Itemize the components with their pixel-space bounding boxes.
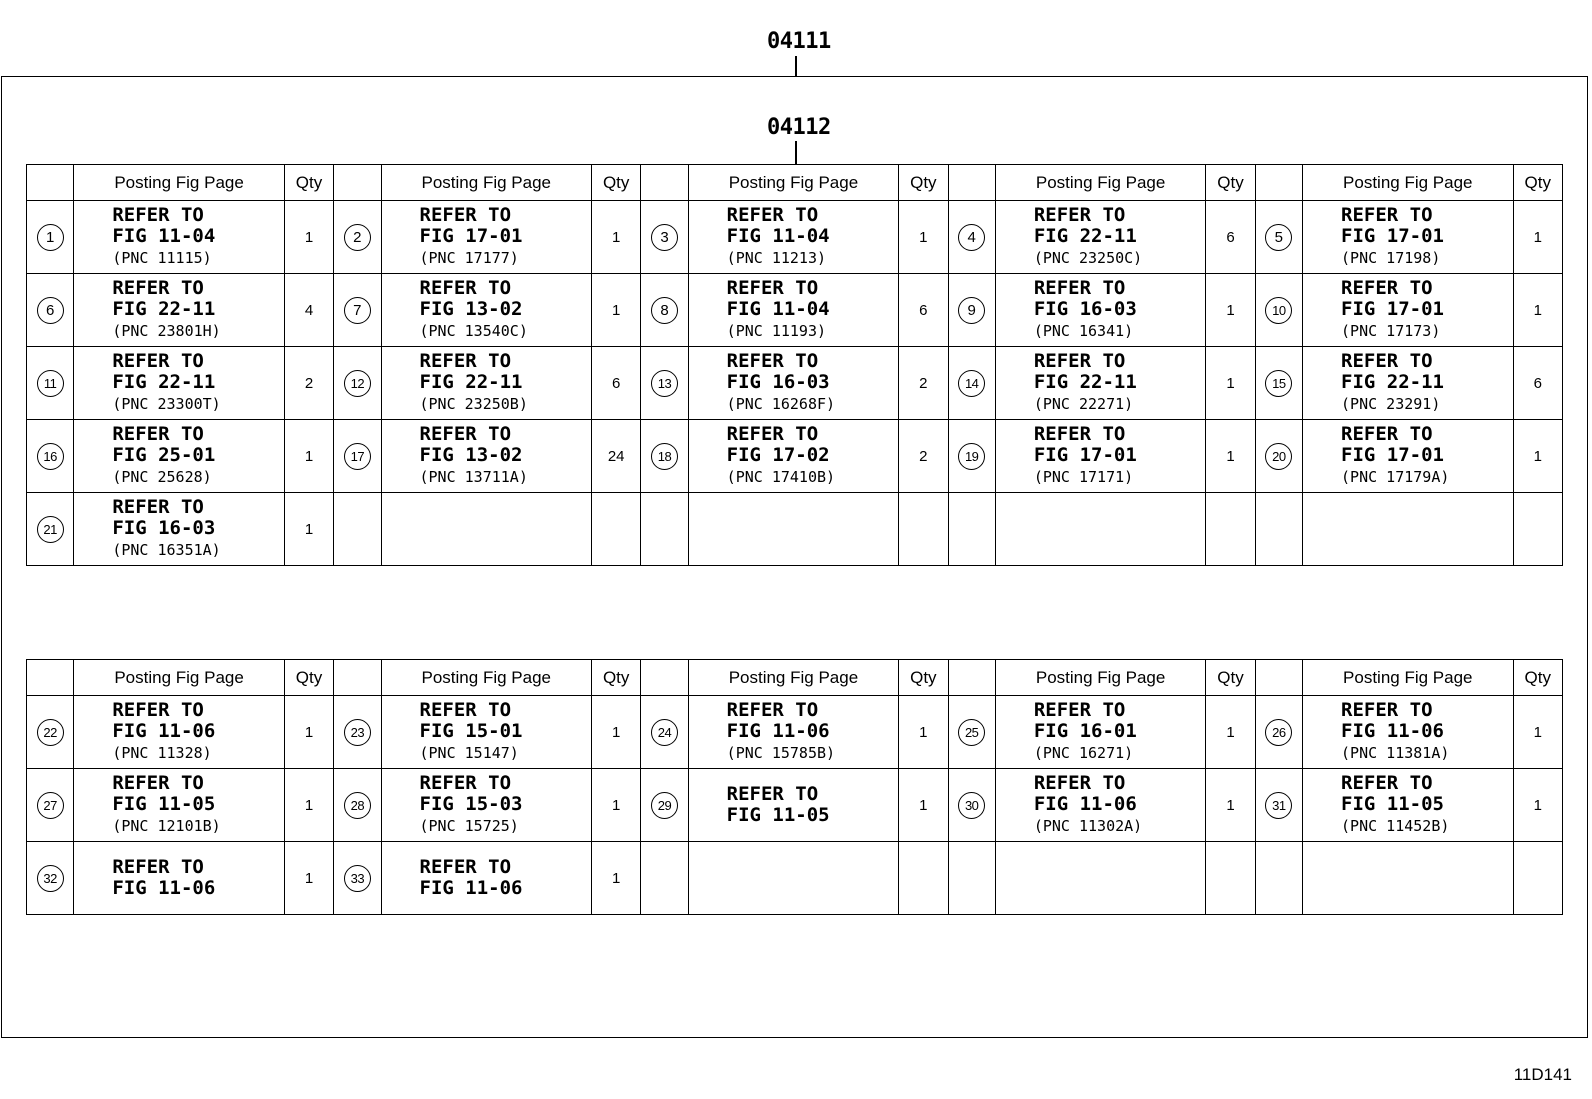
qty-cell: 1 [1206,274,1255,347]
refer-to-text: REFER TO [1033,277,1126,299]
qty-cell: 2 [284,347,333,420]
fig-reference: FIG 11-06 [726,720,830,742]
item-number-cell [27,842,74,915]
table-row [27,842,1563,915]
refer-to-text: REFER TO [112,496,204,518]
refer-to-text: REFER TO [1341,699,1433,721]
posting-fig-page-header: Posting Fig Page [74,165,285,201]
pnc-reference: (PNC 16341) [1033,322,1134,340]
table-row [27,696,1563,769]
posting-fig-page-cell [74,769,285,842]
pnc-reference: (PNC 11328) [112,744,212,762]
item-number-badge: 31 [1265,792,1292,819]
fig-reference: FIG 15-03 [419,793,523,815]
qty-cell: 2 [899,420,948,493]
qty-cell: 1 [284,769,333,842]
item-number-cell [948,347,995,420]
pnc-reference: (PNC 13540C) [419,322,528,340]
posting-fig-page-cell [74,696,285,769]
index-header [27,165,74,201]
refer-to-text: REFER TO [1341,772,1433,794]
pnc-reference: (PNC 11115) [112,249,212,267]
fig-reference: FIG 11-04 [726,225,830,247]
posting-fig-page-cell [688,493,899,566]
item-number-cell [641,696,688,769]
qty-cell: 6 [1513,347,1562,420]
item-number-cell [1255,493,1302,566]
qty-cell [1513,842,1562,915]
qty-cell: 1 [1513,696,1562,769]
posting-fig-page-cell [1303,769,1514,842]
qty-cell: 1 [284,842,333,915]
table-row [27,493,1563,566]
qty-header: Qty [592,165,641,201]
qty-cell [1206,493,1255,566]
item-number-badge: 30 [958,792,985,819]
posting-fig-page-cell [1303,347,1514,420]
qty-header: Qty [1206,165,1255,201]
fig-reference: FIG 17-01 [419,225,523,247]
qty-cell: 1 [592,769,641,842]
item-number-cell [334,696,381,769]
posting-fig-page-cell [381,420,592,493]
pnc-reference: (PNC 11302A) [1033,817,1143,835]
qty-header: Qty [1513,660,1562,696]
posting-fig-page-cell [688,420,899,493]
item-number-cell [1255,420,1302,493]
qty-cell: 1 [1206,696,1255,769]
pnc-reference: (PNC 11452B) [1341,817,1450,835]
qty-cell: 1 [592,201,641,274]
qty-cell: 6 [1206,201,1255,274]
sub-assembly-leader-line [795,141,797,165]
qty-cell: 1 [899,201,948,274]
refer-to-text: REFER TO [1341,277,1433,299]
refer-to-text: REFER TO [112,277,204,299]
parts-table-1 [26,164,1563,566]
refer-to-text: REFER TO [1033,772,1126,794]
posting-fig-page-cell [688,201,899,274]
refer-to-text: REFER TO [1033,699,1126,721]
qty-cell: 4 [284,274,333,347]
posting-fig-page-header: Posting Fig Page [1303,660,1514,696]
posting-fig-page-cell [995,493,1206,566]
refer-to-text: REFER TO [726,783,819,805]
item-number-cell [334,420,381,493]
refer-to-text: REFER TO [726,277,819,299]
item-number-cell [948,696,995,769]
fig-reference: FIG 11-05 [112,793,216,815]
posting-fig-page-cell [995,696,1206,769]
fig-reference: FIG 17-01 [1341,444,1444,466]
item-number-badge: 16 [37,443,64,470]
item-number-badge: 21 [37,516,64,543]
posting-fig-page-cell [74,274,285,347]
fig-reference: FIG 16-03 [1033,298,1137,320]
index-header [641,660,688,696]
item-number-cell [334,274,381,347]
pnc-reference: (PNC 16351A) [112,541,221,559]
table-row [27,201,1563,274]
posting-fig-page-cell [381,347,592,420]
qty-cell [1513,493,1562,566]
item-number-badge: 6 [37,297,64,324]
qty-header: Qty [1206,660,1255,696]
posting-fig-page-header: Posting Fig Page [74,660,285,696]
assembly-leader-line [795,56,797,77]
posting-fig-page-cell [381,769,592,842]
refer-to-text: REFER TO [1341,204,1433,226]
item-number-cell [334,201,381,274]
item-number-badge: 2 [344,224,371,251]
fig-reference: FIG 17-01 [1341,225,1444,247]
refer-to-text: REFER TO [419,699,512,721]
pnc-reference: (PNC 23291) [1341,395,1441,413]
refer-to-text: REFER TO [1341,423,1433,445]
posting-fig-page-cell [995,842,1206,915]
qty-header: Qty [284,660,333,696]
refer-to-text: REFER TO [112,772,204,794]
index-header [1255,660,1302,696]
item-number-badge: 32 [37,865,64,892]
fig-reference: FIG 22-11 [1341,371,1444,393]
fig-reference: FIG 16-03 [726,371,830,393]
fig-reference: FIG 11-06 [1033,793,1137,815]
pnc-reference: (PNC 15785B) [726,744,836,762]
fig-reference: FIG 11-06 [112,720,216,742]
posting-fig-page-cell [688,842,899,915]
pnc-reference: (PNC 15147) [419,744,519,762]
item-number-cell [27,201,74,274]
item-number-cell [27,769,74,842]
posting-fig-page-cell [1303,274,1514,347]
posting-fig-page-cell [381,274,592,347]
posting-fig-page-cell [1303,493,1514,566]
refer-to-text: REFER TO [1033,423,1126,445]
table-row [27,420,1563,493]
posting-fig-page-header: Posting Fig Page [381,660,592,696]
fig-reference: FIG 13-02 [419,444,523,466]
pnc-reference: (PNC 17410B) [726,468,836,486]
table-row [27,347,1563,420]
pnc-reference: (PNC 23250C) [1033,249,1143,267]
qty-cell [592,493,641,566]
pnc-reference: (PNC 22271) [1033,395,1134,413]
fig-reference: FIG 22-11 [112,371,216,393]
posting-fig-page-cell [995,274,1206,347]
fig-reference: FIG 22-11 [112,298,216,320]
qty-cell: 6 [592,347,641,420]
qty-header: Qty [899,165,948,201]
pnc-reference: (PNC 17179A) [1341,468,1450,486]
assembly-label: 04111 [767,29,831,54]
item-number-cell [27,493,74,566]
qty-cell: 2 [899,347,948,420]
item-number-badge: 14 [958,370,985,397]
item-number-badge: 8 [651,297,678,324]
posting-fig-page-cell [688,696,899,769]
index-header [334,660,381,696]
pnc-reference: (PNC 17173) [1341,322,1441,340]
pnc-reference: (PNC 11381A) [1341,744,1450,762]
item-number-cell [641,347,688,420]
qty-cell: 1 [284,696,333,769]
qty-cell: 1 [592,274,641,347]
posting-fig-page-cell [74,201,285,274]
item-number-badge: 24 [651,719,678,746]
qty-cell: 1 [284,420,333,493]
fig-reference: FIG 22-11 [1033,371,1137,393]
fig-reference: FIG 22-11 [1033,225,1137,247]
index-header [334,165,381,201]
refer-to-text: REFER TO [419,204,512,226]
qty-cell [899,493,948,566]
item-number-cell [1255,274,1302,347]
item-number-cell [27,696,74,769]
item-number-cell [27,347,74,420]
refer-to-text: REFER TO [419,856,512,878]
item-number-cell [1255,347,1302,420]
fig-reference: FIG 16-03 [112,517,216,539]
posting-fig-page-header: Posting Fig Page [381,165,592,201]
posting-fig-page-cell [381,842,592,915]
item-number-cell [948,493,995,566]
qty-header: Qty [592,660,641,696]
posting-fig-page-cell [1303,696,1514,769]
item-number-badge: 7 [344,297,371,324]
item-number-badge: 29 [651,792,678,819]
fig-reference: FIG 16-01 [1033,720,1137,742]
refer-to-text: REFER TO [112,423,204,445]
item-number-badge: 25 [958,719,985,746]
posting-fig-page-cell [995,420,1206,493]
refer-to-text: REFER TO [726,204,819,226]
refer-to-text: REFER TO [726,423,819,445]
item-number-badge: 11 [37,370,64,397]
header-row [27,165,1563,201]
item-number-badge: 15 [1265,370,1292,397]
posting-fig-page-header: Posting Fig Page [688,660,899,696]
item-number-badge: 12 [344,370,371,397]
refer-to-text: REFER TO [112,856,204,878]
fig-reference: FIG 11-06 [1341,720,1444,742]
posting-fig-page-cell [1303,201,1514,274]
fig-reference: FIG 17-02 [726,444,830,466]
posting-fig-page-cell [688,274,899,347]
item-number-cell [1255,842,1302,915]
posting-fig-page-header: Posting Fig Page [1303,165,1514,201]
item-number-badge: 28 [344,792,371,819]
item-number-cell [27,274,74,347]
index-header [948,165,995,201]
pnc-reference: (PNC 11193) [726,322,827,340]
pnc-reference: (PNC 11213) [726,249,827,267]
posting-fig-page-header: Posting Fig Page [688,165,899,201]
item-number-cell [641,420,688,493]
pnc-reference: (PNC 15725) [419,817,519,835]
table-row [27,769,1563,842]
item-number-badge: 22 [37,719,64,746]
item-number-cell [948,420,995,493]
qty-cell: 1 [592,696,641,769]
refer-to-text: REFER TO [112,699,204,721]
figure-code: 11D141 [1513,1065,1572,1084]
fig-reference: FIG 11-06 [112,877,216,899]
fig-reference: FIG 25-01 [112,444,216,466]
qty-cell: 1 [899,696,948,769]
qty-header: Qty [284,165,333,201]
item-number-badge: 10 [1265,297,1292,324]
item-number-badge: 33 [344,865,371,892]
pnc-reference: (PNC 23250B) [419,395,528,413]
refer-to-text: REFER TO [419,277,512,299]
posting-fig-page-cell [688,769,899,842]
fig-reference: FIG 22-11 [419,371,523,393]
item-number-badge: 19 [958,443,985,470]
item-number-badge: 23 [344,719,371,746]
item-number-cell [948,274,995,347]
qty-cell: 1 [1206,769,1255,842]
posting-fig-page-cell [995,201,1206,274]
posting-fig-page-cell [995,769,1206,842]
refer-to-text: REFER TO [419,350,512,372]
posting-fig-page-cell [74,842,285,915]
refer-to-text: REFER TO [112,350,204,372]
fig-reference: FIG 11-06 [419,877,523,899]
fig-reference: FIG 11-04 [112,225,216,247]
qty-header: Qty [899,660,948,696]
fig-reference: FIG 15-01 [419,720,523,742]
pnc-reference: (PNC 16271) [1033,744,1134,762]
fig-reference: FIG 11-05 [726,804,830,826]
refer-to-text: REFER TO [1341,350,1433,372]
qty-cell: 1 [592,842,641,915]
fig-reference: FIG 13-02 [419,298,523,320]
item-number-badge: 17 [344,443,371,470]
posting-fig-page-cell [1303,420,1514,493]
item-number-badge: 1 [37,224,64,251]
item-number-cell [334,769,381,842]
item-number-badge: 9 [958,297,985,324]
posting-fig-page-cell [381,696,592,769]
posting-fig-page-cell [74,493,285,566]
posting-fig-page-cell [688,347,899,420]
index-header [948,660,995,696]
qty-cell: 1 [1513,201,1562,274]
pnc-reference: (PNC 23801H) [112,322,221,340]
refer-to-text: REFER TO [112,204,204,226]
refer-to-text: REFER TO [726,699,819,721]
item-number-cell [948,842,995,915]
item-number-cell [334,347,381,420]
qty-cell: 1 [1206,420,1255,493]
pnc-reference: (PNC 17171) [1033,468,1134,486]
fig-reference: FIG 17-01 [1341,298,1444,320]
item-number-badge: 3 [651,224,678,251]
fig-reference: FIG 17-01 [1033,444,1137,466]
qty-cell [1206,842,1255,915]
qty-cell: 1 [284,201,333,274]
posting-fig-page-cell [381,201,592,274]
posting-fig-page-cell [74,347,285,420]
refer-to-text: REFER TO [1033,350,1126,372]
sub-assembly-label: 04112 [767,115,831,140]
posting-fig-page-header: Posting Fig Page [995,165,1206,201]
qty-cell: 1 [899,769,948,842]
item-number-cell [1255,201,1302,274]
index-header [27,660,74,696]
refer-to-text: REFER TO [419,772,512,794]
qty-cell: 1 [284,493,333,566]
pnc-reference: (PNC 12101B) [112,817,221,835]
item-number-badge: 13 [651,370,678,397]
fig-reference: FIG 11-04 [726,298,830,320]
fig-reference: FIG 11-05 [1341,793,1444,815]
item-number-badge: 4 [958,224,985,251]
posting-fig-page-cell [381,493,592,566]
item-number-cell [1255,696,1302,769]
table-row [27,274,1563,347]
item-number-cell [641,201,688,274]
posting-fig-page-header: Posting Fig Page [995,660,1206,696]
item-number-badge: 26 [1265,719,1292,746]
item-number-cell [948,201,995,274]
item-number-cell [641,842,688,915]
pnc-reference: (PNC 17198) [1341,249,1441,267]
qty-cell: 1 [1513,769,1562,842]
item-number-cell [641,769,688,842]
item-number-badge: 18 [651,443,678,470]
posting-fig-page-cell [995,347,1206,420]
item-number-cell [948,769,995,842]
qty-cell: 24 [592,420,641,493]
refer-to-text: REFER TO [1033,204,1126,226]
item-number-badge: 5 [1265,224,1292,251]
posting-fig-page-cell [74,420,285,493]
pnc-reference: (PNC 13711A) [419,468,528,486]
index-header [641,165,688,201]
item-number-cell [334,493,381,566]
refer-to-text: REFER TO [726,350,819,372]
pnc-reference: (PNC 23300T) [112,395,221,413]
qty-cell: 1 [1206,347,1255,420]
qty-cell: 6 [899,274,948,347]
item-number-cell [1255,769,1302,842]
item-number-cell [641,274,688,347]
item-number-badge: 27 [37,792,64,819]
pnc-reference: (PNC 16268F) [726,395,836,413]
parts-table-2 [26,659,1563,915]
qty-cell: 1 [1513,274,1562,347]
qty-cell: 1 [1513,420,1562,493]
pnc-reference: (PNC 17177) [419,249,519,267]
qty-cell [899,842,948,915]
posting-fig-page-cell [1303,842,1514,915]
index-header [1255,165,1302,201]
pnc-reference: (PNC 25628) [112,468,212,486]
header-row [27,660,1563,696]
item-number-cell [641,493,688,566]
item-number-cell [334,842,381,915]
refer-to-text: REFER TO [419,423,512,445]
qty-header: Qty [1513,165,1562,201]
item-number-badge: 20 [1265,443,1292,470]
item-number-cell [27,420,74,493]
